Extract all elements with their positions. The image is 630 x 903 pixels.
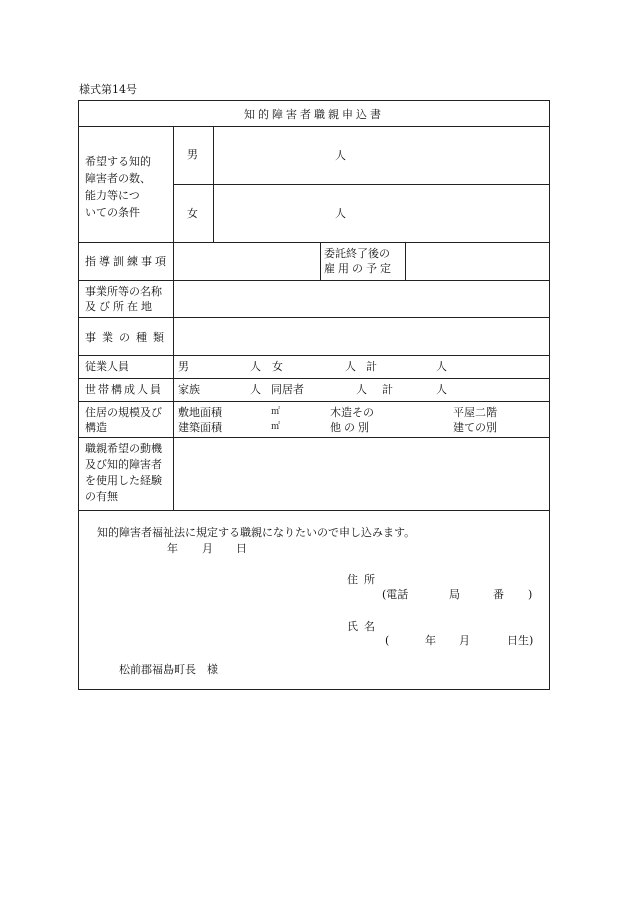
rule-desired [79,242,549,243]
wooden-other-label: 木造その [330,406,374,419]
household-family: 家族 [178,383,200,396]
employees-person-1: 人 [250,360,261,373]
birth-day: 日生) [507,634,534,647]
employment-plan-line: 雇用の予定 [324,262,394,275]
building-area-label: 建築面積 [178,421,222,434]
rule-guidance-split-1 [320,242,321,280]
phone-label: (電話 [382,588,409,601]
desired-label-line: いての条件 [85,206,140,219]
addressee: 松前郡福島町長 様 [119,663,218,676]
motivation-label-line: の有無 [85,490,118,503]
female-person-unit: 人 [335,207,346,220]
household-person-2: 人 [356,383,367,396]
employees-person-3: 人 [436,360,447,373]
date-month: 月 [202,542,213,555]
housing-label-line: 構造 [85,421,107,434]
rule-household [79,401,549,402]
house-type-label: 平屋二階 [453,406,497,419]
household-person-1: 人 [250,383,261,396]
application-form [78,100,550,690]
male-person-unit: 人 [335,149,346,162]
structure-type-labels [330,405,374,435]
male-label: 男 [187,148,198,161]
rule-guidance [79,280,549,281]
birth-month: 月 [459,634,470,647]
site-area-label: 敷地面積 [178,406,222,419]
rule-gender-column [213,126,214,242]
employees-label: 従業人員 [85,360,129,373]
desired-label-line: 障害者の数、 [85,172,151,185]
form-number: 様式第14号 [79,83,137,96]
household-cohabitant: 同居者 [271,383,304,396]
rule-label-column [173,126,174,510]
rule-business-name [79,317,549,318]
business-type-label: 事業の種類 [85,331,170,344]
guidance-label: 指導訓練事項 [85,255,169,268]
housing-area-labels [178,405,222,435]
name-label: 氏名 [347,620,381,633]
birth-year: 年 [425,634,436,647]
business-name-line: 及び所在地 [85,300,155,313]
business-name-line: 事業所等の名称 [85,285,162,298]
area-units [271,405,280,435]
rule-business-type [79,355,549,356]
housing-label [85,405,169,435]
motivation-label-line: 及び知的障害者 [85,458,162,471]
employees-female: 女 [272,360,283,373]
phone-exchange: 局 [449,588,460,601]
rule-housing [79,437,549,438]
floor-type-labels [453,405,497,435]
rule-employees [79,378,549,379]
phone-close: ) [528,588,533,601]
desired-conditions-label [85,153,167,221]
phone-number: 番 [493,588,504,601]
motivation-label-line: を使用した経験 [85,474,162,487]
housing-label-line: 住居の規模及び [85,406,162,419]
motivation-label [85,441,169,505]
employment-plan-line: 委託終了後の [324,247,390,260]
site-area-unit: ㎡ [271,407,281,417]
employment-plan-label [324,246,400,276]
household-total: 計 [382,383,393,396]
female-label: 女 [187,207,198,220]
motivation-label-line: 職親希望の動機 [85,442,162,455]
desired-label-line: 希望する知的 [85,155,151,168]
rule-guidance-split-2 [405,242,406,280]
address-label: 住所 [347,573,381,586]
business-name-label [85,284,169,314]
date-day: 日 [236,542,247,555]
desired-label-line: 能力等につ [85,189,140,202]
rule-title [79,126,549,127]
employees-male: 男 [178,360,189,373]
date-year: 年 [167,542,178,555]
household-person-3: 人 [436,383,447,396]
other-type-label: 他の別 [330,421,372,434]
employees-person-2: 人 [345,360,356,373]
birth-open: ( [385,634,390,647]
statement-text: 知的障害者福祉法に規定する職親になりたいので申し込みます。 [97,526,416,539]
employees-total: 計 [366,360,377,373]
household-label: 世帯構成人員 [85,383,163,396]
building-area-unit: ㎡ [271,422,281,432]
build-type-label: 建ての別 [453,421,497,434]
form-title: 知的障害者職親申込書 [244,108,384,121]
rule-gender [173,184,549,185]
rule-motivation [79,510,549,511]
